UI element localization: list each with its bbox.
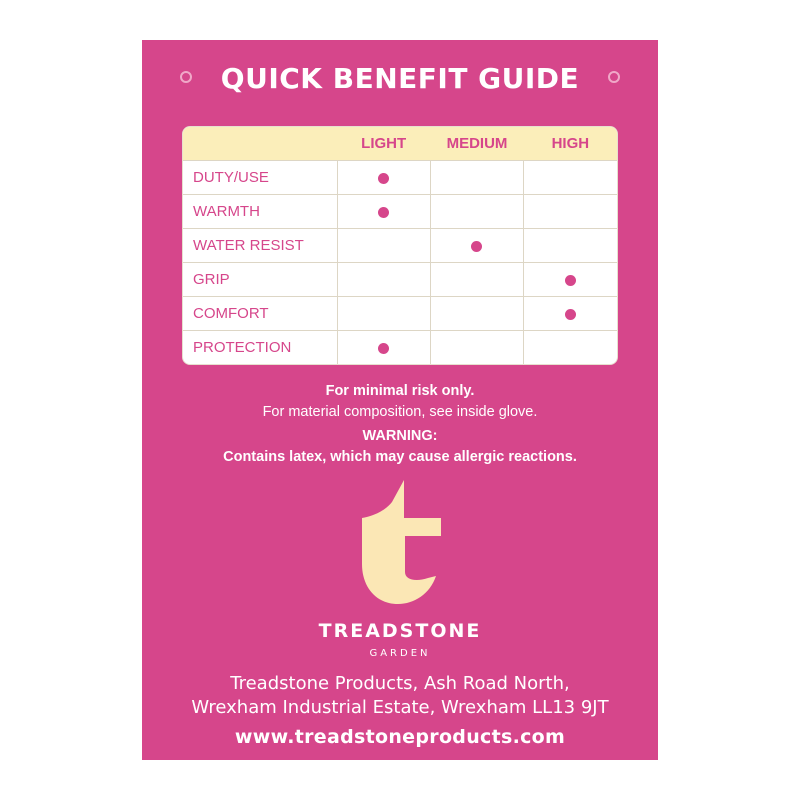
level-cell xyxy=(430,160,523,194)
website-url[interactable]: www.treadstoneproducts.com xyxy=(234,726,566,748)
note-material: For material composition, see inside glove. xyxy=(262,404,538,420)
table-row xyxy=(183,228,617,262)
row-label: DUTY/USE xyxy=(183,160,337,194)
row-label: WARMTH xyxy=(183,194,337,228)
treadstone-t-logo-icon xyxy=(358,480,442,606)
level-cell xyxy=(337,160,430,194)
level-cell xyxy=(430,330,523,364)
table-row xyxy=(183,296,617,330)
level-cell xyxy=(337,296,430,330)
benefit-table xyxy=(182,126,618,365)
level-cell xyxy=(337,330,430,364)
address-line-2: Wrexham Industrial Estate, Wrexham LL13 9JT xyxy=(191,697,609,718)
table-row xyxy=(183,330,617,364)
table-row xyxy=(183,194,617,228)
notes-block xyxy=(142,381,658,468)
level-cell xyxy=(524,228,617,262)
guide-title: QUICK BENEFIT GUIDE xyxy=(220,62,580,95)
row-label: GRIP xyxy=(183,262,337,296)
level-dot-icon xyxy=(565,275,576,286)
row-label: WATER RESIST xyxy=(183,228,337,262)
address-block xyxy=(142,672,658,720)
level-cell xyxy=(430,228,523,262)
level-dot-icon xyxy=(471,241,482,252)
level-dot-icon xyxy=(378,343,389,354)
level-cell xyxy=(337,228,430,262)
row-label: PROTECTION xyxy=(183,330,337,364)
level-cell xyxy=(430,296,523,330)
level-cell xyxy=(430,194,523,228)
row-label: COMFORT xyxy=(183,296,337,330)
column-header: MEDIUM xyxy=(446,134,508,152)
level-dot-icon xyxy=(565,309,576,320)
level-cell xyxy=(430,262,523,296)
note-minimal-risk: For minimal risk only. xyxy=(325,383,475,399)
level-dot-icon xyxy=(378,207,389,218)
level-dot-icon xyxy=(378,173,389,184)
column-header: HIGH xyxy=(551,134,590,152)
level-cell xyxy=(337,194,430,228)
brand-name: TREADSTONE xyxy=(318,620,482,642)
benefit-guide-card xyxy=(142,40,658,760)
table-row xyxy=(183,262,617,296)
warning-title: WARNING: xyxy=(362,428,438,444)
level-cell xyxy=(337,262,430,296)
level-cell xyxy=(524,296,617,330)
level-cell xyxy=(524,330,617,364)
table-row xyxy=(183,160,617,194)
brand-subtitle: GARDEN xyxy=(369,648,431,659)
warning-text: Contains latex, which may cause allergic reactions. xyxy=(223,449,577,465)
level-cell xyxy=(524,160,617,194)
table-header-row xyxy=(183,127,617,160)
column-header: LIGHT xyxy=(361,134,407,152)
address-line-1: Treadstone Products, Ash Road North, xyxy=(230,673,570,694)
header-blank xyxy=(183,127,337,160)
level-cell xyxy=(524,194,617,228)
level-cell xyxy=(524,262,617,296)
